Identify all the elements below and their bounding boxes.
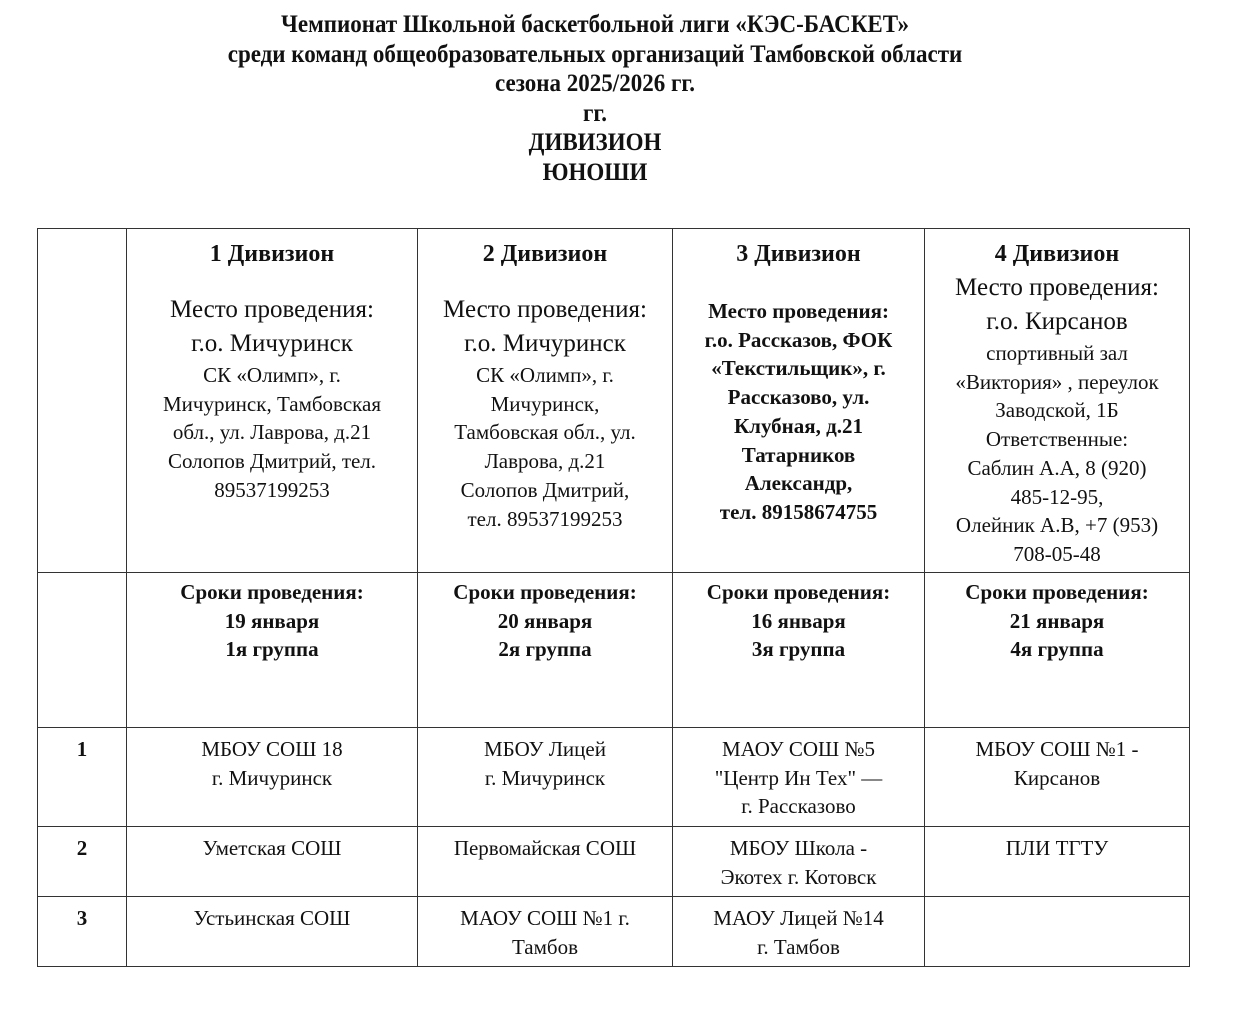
title-line: гг. <box>582 99 608 127</box>
division-name: 2 Дивизион <box>482 241 608 267</box>
division-cell <box>673 229 925 573</box>
title-line: ЮНОШИ <box>542 158 648 186</box>
text-line: обл., ул. Лаврова, д.21 <box>172 420 372 445</box>
text-line: 485-12-95, <box>1010 484 1104 509</box>
text-line: СК «Олимп», г. <box>203 363 341 387</box>
row-number: 1 <box>38 728 127 827</box>
venue-label: Место проведения: <box>443 296 647 323</box>
team-cell <box>673 897 925 967</box>
text-line: "Центр Ин Тех" — <box>714 765 883 790</box>
title-line: ДИВИЗИОН <box>528 129 662 156</box>
empty-cell <box>38 573 127 728</box>
text-line: «Виктория» , переулок <box>955 369 1159 394</box>
text-line: тел. 89537199253 <box>467 506 623 531</box>
text-line: 21 января <box>1009 608 1105 633</box>
row-number: 3 <box>38 897 127 967</box>
text-line: МАОУ Лицей №14 <box>713 906 884 930</box>
text-line: Солопов Дмитрий, <box>460 477 630 502</box>
division-name: 3 Дивизион <box>736 241 861 267</box>
text-line: ПЛИ ТГТУ <box>1005 836 1109 860</box>
text-line: Сроки проведения: <box>180 580 364 604</box>
text-line: Место проведения: <box>708 299 889 323</box>
text-line: 89537199253 <box>214 477 330 502</box>
text-line: Сроки проведения: <box>453 580 637 604</box>
dates-cell <box>127 573 418 728</box>
team-cell <box>418 827 673 897</box>
text-line: Олейник А.В, +7 (953) <box>955 513 1159 538</box>
row-number: 2 <box>38 827 127 897</box>
text-line: МБОУ СОШ №1 - <box>975 737 1139 761</box>
text-line: «Текстильщик», г. <box>711 356 886 381</box>
title-line: сезона 2025/2026 гг. <box>494 70 695 97</box>
text-line: МБОУ СОШ 18 <box>201 737 343 761</box>
text-line: Александр, <box>744 471 853 496</box>
team-cell <box>127 728 418 827</box>
text-line: МАОУ СОШ №5 <box>721 737 876 761</box>
text-line: спортивный зал <box>986 341 1128 365</box>
division-cell <box>127 229 418 573</box>
text-line: Клубная, д.21 <box>733 413 864 438</box>
venue-city: г.о. Кирсанов <box>986 308 1128 335</box>
text-line: Сроки проведения: <box>965 580 1149 604</box>
text-line: Татарников <box>741 442 856 467</box>
text-line: Солопов Дмитрий, тел. <box>167 449 377 474</box>
division-cell <box>925 229 1190 573</box>
text-line: 20 января <box>497 608 593 633</box>
team-row <box>38 827 1190 897</box>
division-cell <box>418 229 673 573</box>
text-line: 708-05-48 <box>1013 541 1101 566</box>
text-line: Мичуринск, <box>490 391 600 416</box>
divisions-table <box>37 228 1190 967</box>
venue-city: г.о. Мичуринск <box>464 330 626 357</box>
venue-details <box>679 297 918 527</box>
text-line: МАОУ СОШ №1 г. <box>460 906 630 930</box>
title-line: среди команд общеобразовательных организаций Тамбовской области <box>227 40 963 68</box>
team-cell <box>127 897 418 967</box>
text-line: Заводской, 1Б <box>995 398 1119 423</box>
text-line: Лаврова, д.21 <box>484 449 606 474</box>
text-line: 16 января <box>751 608 846 633</box>
team-row <box>38 897 1190 967</box>
text-line: Уметская СОШ <box>202 836 342 860</box>
dates-cell <box>925 573 1190 728</box>
text-line: Сроки проведения: <box>706 580 891 604</box>
team-cell <box>127 827 418 897</box>
text-line: Саблин А.А, 8 (920) <box>967 455 1147 480</box>
text-line: Мичуринск, Тамбовская <box>162 391 382 416</box>
division-name: 4 Дивизион <box>994 241 1120 267</box>
text-line: Экотех г. Котовск <box>720 864 877 889</box>
text-line: Рассказово, ул. <box>727 385 870 410</box>
text-line: тел. 89158674755 <box>719 499 878 524</box>
team-cell <box>925 897 1190 967</box>
text-line: МБОУ Школа - <box>729 836 868 860</box>
venue-details <box>133 361 411 505</box>
dates-cell <box>418 573 673 728</box>
team-row <box>38 728 1190 827</box>
text-line: г. Мичуринск <box>211 765 333 790</box>
venue-details <box>931 339 1183 569</box>
text-line: Тамбов <box>511 934 578 959</box>
venue-label: Место проведения: <box>170 296 374 323</box>
text-line: Тамбовская обл., ул. <box>454 420 636 445</box>
title-line: Чемпионат Школьной баскетбольной лиги «КЭС-БАСКЕТ» <box>281 11 909 38</box>
dates-cell <box>673 573 925 728</box>
text-line: Кирсанов <box>1013 765 1101 790</box>
text-line: 1я группа <box>225 637 319 662</box>
text-line: г. Тамбов <box>757 934 840 959</box>
text-line: 19 января <box>224 608 320 633</box>
team-cell <box>418 728 673 827</box>
text-line: 2я группа <box>498 637 592 662</box>
text-line: Устьинская СОШ <box>193 906 351 930</box>
venue-row <box>38 229 1190 573</box>
venue-city: г.о. Мичуринск <box>191 330 353 357</box>
text-line: г. Мичуринск <box>484 765 606 790</box>
team-cell <box>673 827 925 897</box>
venue-label: Место проведения: <box>955 274 1159 301</box>
text-line: МБОУ Лицей <box>484 737 606 761</box>
dates-row <box>38 573 1190 728</box>
text-line: г.о. Рассказов, ФОК <box>704 327 893 352</box>
empty-cell <box>38 229 127 573</box>
team-cell <box>418 897 673 967</box>
text-line: г. Рассказово <box>741 794 856 819</box>
division-name: 1 Дивизион <box>209 241 335 267</box>
text-line: Первомайская СОШ <box>453 836 637 860</box>
document-title <box>0 10 1190 187</box>
venue-details <box>424 361 666 533</box>
team-cell <box>925 728 1190 827</box>
text-line: Ответственные: <box>985 427 1129 452</box>
team-cell <box>925 827 1190 897</box>
text-line: СК «Олимп», г. <box>476 363 614 387</box>
text-line: 4я группа <box>1010 637 1104 662</box>
team-cell <box>673 728 925 827</box>
text-line: 3я группа <box>751 637 846 662</box>
